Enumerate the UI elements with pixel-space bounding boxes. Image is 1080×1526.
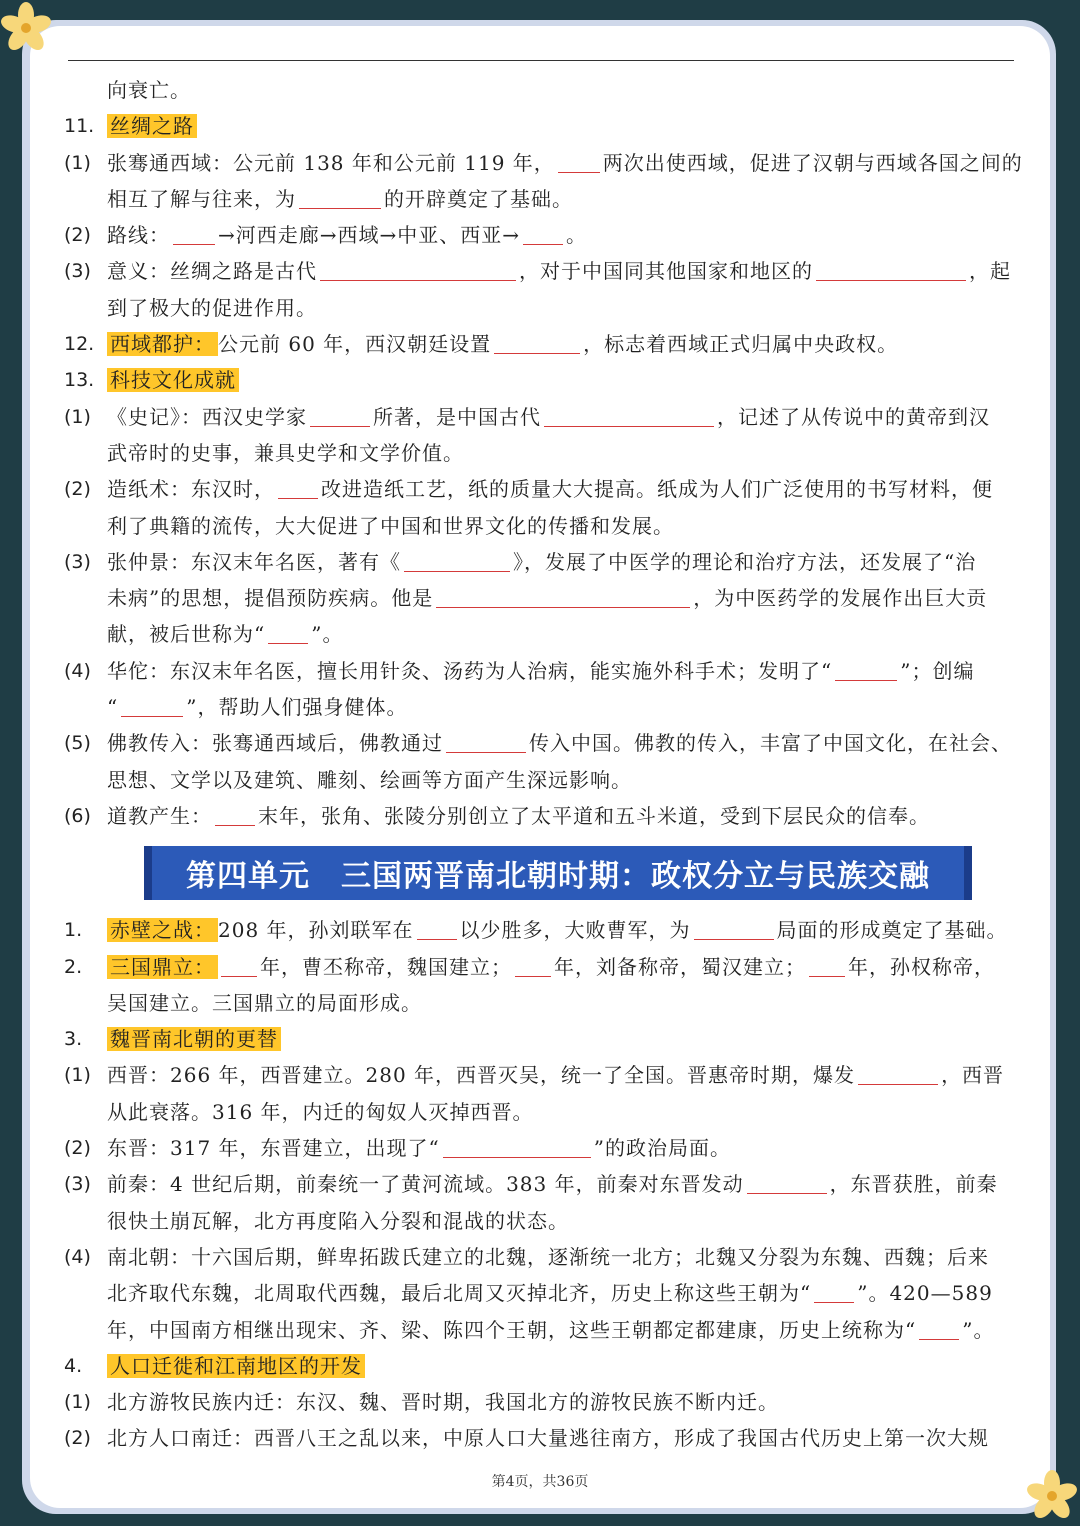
highlight-label: 三国鼎立： xyxy=(107,955,218,979)
text-line: (4) 南北朝：十六国后期，鲜卑拓跋氏建立的北魏，逐渐统一北方；北魏又分裂为东魏、西魏；后来 xyxy=(64,1244,989,1269)
text-line: 年，中国南方相继出现宋、齐、梁、陈四个王朝，这些王朝都定都建康，历史上统称为“ ”。 xyxy=(107,1317,995,1342)
text-line: (2) 路线： →河西走廊→西域→中亚、西亚→ 。 xyxy=(64,223,588,248)
page-content xyxy=(64,72,1023,1457)
text-line: 很快土崩瓦解，北方再度陷入分裂和混战的状态。 xyxy=(107,1208,569,1233)
fill-blank xyxy=(299,188,381,209)
section-heading: 12. 西域都护： 公元前 60 年，西汉朝廷设置 ，标志着西域正式归属中央政权。 xyxy=(64,332,899,357)
highlight-label: 魏晋南北朝的更替 xyxy=(107,1027,281,1051)
text-line: (3) 意义：丝绸之路是古代 ，对于中国同其他国家和地区的 ，起 xyxy=(64,259,1011,284)
text-line: (1) 西晋：266 年，西晋建立。280 年，西晋灭吴，统一了全国。晋惠帝时期，爆发 ，西晋 xyxy=(64,1063,1005,1088)
flower-decoration-icon xyxy=(0,0,56,60)
fill-blank xyxy=(268,623,308,644)
text-line: 从此衰落。316 年，内迁的匈奴人灭掉西晋。 xyxy=(107,1099,534,1124)
fill-blank xyxy=(858,1064,938,1085)
unit-title-banner xyxy=(144,846,972,900)
text-line: (2) 东晋：317 年，东晋建立，出现了“ ”的政治局面。 xyxy=(64,1136,731,1161)
section-heading: 4. 人口迁徙和江南地区的开发 xyxy=(64,1348,1010,1384)
highlight-label: 人口迁徙和江南地区的开发 xyxy=(107,1354,365,1378)
fill-blank xyxy=(747,1173,827,1194)
unit-title-block xyxy=(64,834,1010,912)
fill-blank xyxy=(515,956,551,977)
section-heading: 3. 魏晋南北朝的更替 xyxy=(64,1021,1010,1057)
text-line: 北齐取代东魏，北周取代西魏，最后北周又灭掉北齐，历史上称这些王朝为“ ”。420—589 xyxy=(107,1281,993,1306)
text-line: (1) 《史记》：西汉史学家 所著，是中国古代 ，记述了从传说中的黄帝到汉 xyxy=(64,404,990,429)
text-line: (6) 道教产生： 末年，张角、张陵分别创立了太平道和五斗米道，受到下层民众的信奉。 xyxy=(64,803,930,828)
document-page xyxy=(30,26,1050,1508)
text-line: 相互了解与往来，为 的开辟奠定了基础。 xyxy=(107,186,573,211)
highlight-label: 赤壁之战： xyxy=(107,918,218,942)
section-heading: 1. 赤壁之战： 208 年，孙刘联军在 以少胜多，大败曹军，为 局面的形成奠定了基础。 xyxy=(64,918,1008,943)
text-line: (2) 北方人口南迁：西晋八王之乱以来，中原人口大量逃往南方，形成了我国古代历史上第一次大规 xyxy=(64,1426,989,1451)
flower-decoration-icon xyxy=(1022,1466,1080,1526)
fill-blank xyxy=(494,333,580,354)
fill-blank xyxy=(310,406,370,427)
text-line: 武帝时的史事，兼具史学和文学价值。 xyxy=(107,440,464,465)
section-heading: 2. 三国鼎立： 年，曹丕称帝，魏国建立； 年，刘备称帝，蜀汉建立； 年，孙权称帝， xyxy=(64,954,995,979)
fill-blank xyxy=(809,956,845,977)
highlight-label: 西域都护： xyxy=(107,332,218,356)
fill-blank xyxy=(121,696,183,717)
fill-blank xyxy=(835,660,897,681)
highlight-label: 科技文化成就 xyxy=(107,368,239,392)
highlight-label: 丝绸之路 xyxy=(107,114,197,138)
text-line: 利了典籍的流传，大大促进了中国和世界文化的传播和发展。 xyxy=(107,513,674,538)
text-line: 吴国建立。三国鼎立的局面形成。 xyxy=(107,990,422,1015)
fill-blank xyxy=(278,478,318,499)
header-rule xyxy=(68,60,1014,61)
section-heading: 13. 科技文化成就 xyxy=(64,362,1010,398)
fill-blank xyxy=(544,406,714,427)
text-line: “ ”，帮助人们强身健体。 xyxy=(107,695,408,720)
text-line: (1) 张骞通西域：公元前 138 年和公元前 119 年， 两次出使西域，促进了汉朝与西域各国之间的 xyxy=(64,150,1023,175)
fill-blank xyxy=(215,805,255,826)
fill-blank xyxy=(417,919,457,940)
fill-blank xyxy=(694,919,774,940)
text-line: 献，被后世称为“ ”。 xyxy=(107,622,344,647)
text-line: (1) 北方游牧民族内迁：东汉、魏、晋时期，我国北方的游牧民族不断内迁。 xyxy=(64,1390,779,1415)
fill-blank xyxy=(558,152,600,173)
text-line: 向衰亡。 xyxy=(107,78,191,102)
fill-blank xyxy=(436,587,690,608)
fill-blank xyxy=(814,1282,854,1303)
fill-blank xyxy=(320,260,516,281)
text-line: (4) 华佗：东汉末年名医，擅长用针灸、汤药为人治病，能实施外科手术；发明了“ ”；创编 xyxy=(64,658,975,683)
text-line: 思想、文学以及建筑、雕刻、绘画等方面产生深远影响。 xyxy=(107,767,632,792)
text-line: (2) 造纸术：东汉时， 改进造纸工艺，纸的质量大大提高。纸成为人们广泛使用的书写材料，便 xyxy=(64,477,993,502)
unit-title: 第四单元 三国两晋南北朝时期：政权分立与民族交融 xyxy=(186,859,930,895)
text-line: (5) 佛教传入：张骞通西域后，佛教通过 传入中国。佛教的传入，丰富了中国文化，在社会、 xyxy=(64,731,1012,756)
text-line: (3) 前秦：4 世纪后期，前秦统一了黄河流域。383 年，前秦对东晋发动 ，东晋获胜，前秦 xyxy=(64,1172,998,1197)
fill-blank xyxy=(446,732,526,753)
page-footer: 第4页，共36页 xyxy=(491,1474,589,1490)
fill-blank xyxy=(816,260,966,281)
fill-blank xyxy=(443,1137,591,1158)
section-heading: 11. 丝绸之路 xyxy=(64,108,1010,144)
fill-blank xyxy=(523,224,563,245)
text-line: 到了极大的促进作用。 xyxy=(107,295,317,320)
text-line: (3) 张仲景：东汉末年名医，著有《 》，发展了中医学的理论和治疗方法，还发展了“治 xyxy=(64,549,977,574)
text-line: 未病”的思想，提倡预防疾病。他是 ，为中医药学的发展作出巨大贡 xyxy=(107,586,988,611)
fill-blank xyxy=(221,956,257,977)
fill-blank xyxy=(404,551,510,572)
fill-blank xyxy=(919,1319,959,1340)
fill-blank xyxy=(173,224,215,245)
